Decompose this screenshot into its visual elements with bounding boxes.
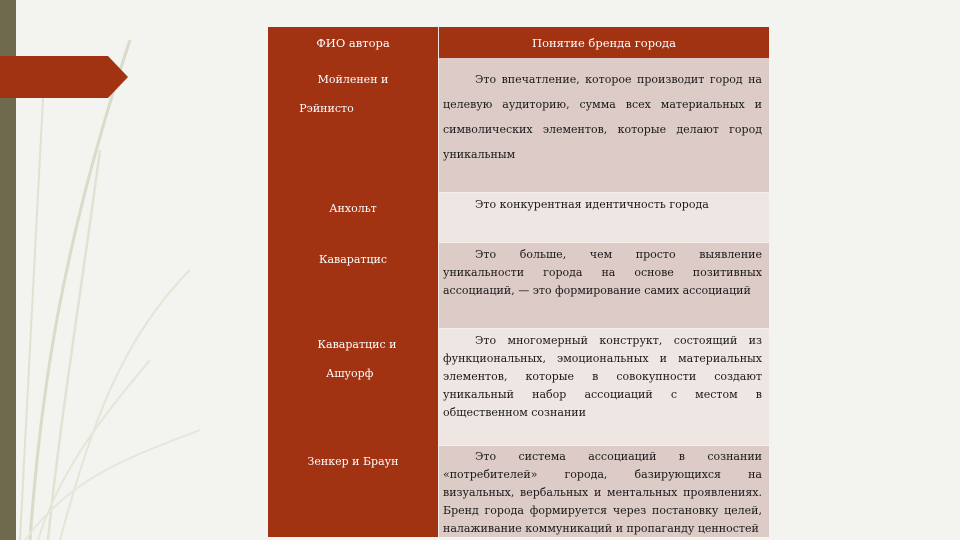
- table-row: [268, 58, 769, 192]
- brand-definitions-table: [268, 27, 769, 537]
- author-cell: Анхольт: [268, 192, 438, 242]
- table-row: [268, 328, 769, 445]
- concept-cell: Это больше, чем просто выявление уникальности города на основе позитивных ассоциаций, — это формирование самих ассоциаций: [438, 242, 769, 328]
- concept-cell: Это впечатление, которое производит город на целевую аудиторию, сумма всех материальных и символических элементов, которые делают город уникальным: [438, 58, 769, 192]
- concept-column-header: Понятие бренда города: [438, 27, 769, 58]
- concept-cell: Это система ассоциаций в сознании «потребителей» города, базирующихся на визуальных, вербальных и ментальных проявлениях. Бренд города формируется через постановку целей, налаживание коммуникаций и пропаганду ценностей: [438, 445, 769, 537]
- author-cell: Каваратцис: [268, 242, 438, 328]
- table-row: [268, 192, 769, 242]
- table-row: [268, 242, 769, 328]
- concept-cell: Это конкурентная идентичность города: [438, 192, 769, 242]
- table-row: [268, 445, 769, 537]
- author-cell: Мойленен и Рэйнисто: [268, 58, 438, 192]
- author-cell: Каваратцис и Ашуорф: [268, 328, 438, 445]
- table-header-row: [268, 27, 769, 58]
- author-column-header: ФИО автора: [268, 27, 438, 58]
- concept-cell: Это многомерный конструкт, состоящий из функциональных, эмоциональных и материальных элементов, которые в совокупности создают уникальный набор ассоциаций с местом в общественном сознании: [438, 328, 769, 445]
- arrow-decoration: [0, 56, 130, 98]
- author-cell: Зенкер и Браун: [268, 445, 438, 537]
